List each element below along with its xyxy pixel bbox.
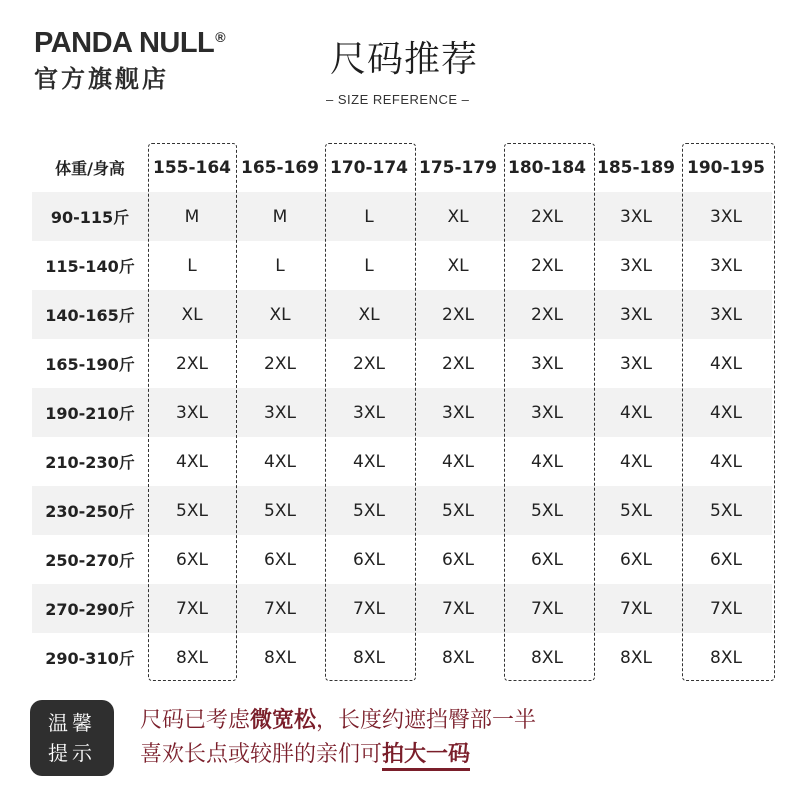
size-cell: XL [358, 304, 380, 325]
notice-line-1 [140, 704, 780, 738]
weight-label: 210-230斤 [45, 453, 135, 472]
page-title: 尺码推荐 [330, 39, 479, 80]
size-cell: 4XL [353, 451, 385, 472]
size-cell: 5XL [353, 500, 385, 521]
notice-badge [30, 700, 114, 776]
brand-name: PANDA NULL® [34, 27, 226, 59]
brand-subtitle: 官方旗舰店 [34, 65, 169, 93]
size-cell: 3XL [531, 402, 563, 423]
size-cell: 4XL [710, 353, 742, 374]
size-cell: 3XL [442, 402, 474, 423]
size-cell: XL [181, 304, 203, 325]
size-cell: 7XL [620, 598, 652, 619]
notice-line1-highlight: 微宽松 [250, 708, 317, 733]
table-row [32, 437, 772, 486]
size-cell: 4XL [176, 451, 208, 472]
table-row [32, 535, 772, 584]
size-cell: 6XL [353, 549, 385, 570]
size-cell: 5XL [710, 500, 742, 521]
size-cell: 8XL [353, 647, 385, 668]
size-cell: 7XL [710, 598, 742, 619]
size-cell: 3XL [710, 206, 742, 227]
size-cell: 3XL [620, 353, 652, 374]
notice-badge-line2: 提示 [48, 741, 96, 765]
table-row [32, 486, 772, 535]
height-header: 155-164 [152, 157, 232, 178]
size-cell: 8XL [264, 647, 296, 668]
size-cell: 3XL [620, 206, 652, 227]
weight-label: 90-115斤 [50, 208, 130, 227]
notice-line1-a: 尺码已考虑 [140, 708, 251, 733]
size-cell: 2XL [531, 304, 563, 325]
size-cell: 3XL [620, 255, 652, 276]
table-row [32, 339, 772, 388]
size-cell: 3XL [176, 402, 208, 423]
size-cell: 5XL [620, 500, 652, 521]
size-cell: 4XL [531, 451, 563, 472]
weight-label: 115-140斤 [45, 257, 135, 276]
size-cell: 2XL [442, 304, 474, 325]
table-row [32, 388, 772, 437]
size-cell: 7XL [264, 598, 296, 619]
size-cell: 3XL [710, 255, 742, 276]
size-cell: 2XL [531, 255, 563, 276]
size-cell: XL [447, 255, 469, 276]
weight-label: 165-190斤 [45, 355, 135, 374]
size-cell: 6XL [176, 549, 208, 570]
notice-badge-line1: 温馨 [48, 711, 96, 735]
size-cell: 4XL [264, 451, 296, 472]
height-header: 175-179 [418, 157, 498, 178]
height-header: 190-195 [686, 157, 766, 178]
size-cell: 7XL [531, 598, 563, 619]
size-cell: 3XL [710, 304, 742, 325]
height-header: 170-174 [329, 157, 409, 178]
weight-label: 190-210斤 [45, 404, 135, 423]
size-cell: 2XL [531, 206, 563, 227]
brand-logo [34, 26, 274, 94]
notice-line2-highlight: 拍大一码 [382, 742, 470, 771]
size-cell: 7XL [353, 598, 385, 619]
size-cell: L [364, 206, 374, 227]
weight-label: 140-165斤 [45, 306, 135, 325]
table-row [32, 192, 772, 241]
height-header: 180-184 [507, 157, 587, 178]
registered-mark: ® [215, 29, 226, 45]
size-cell: XL [447, 206, 469, 227]
size-cell: 8XL [442, 647, 474, 668]
size-cell: 2XL [353, 353, 385, 374]
size-cell: 4XL [620, 451, 652, 472]
size-cell: 3XL [264, 402, 296, 423]
size-cell: 4XL [710, 402, 742, 423]
size-cell: XL [269, 304, 291, 325]
size-cell: 5XL [176, 500, 208, 521]
size-cell: 4XL [442, 451, 474, 472]
table-corner-label: 体重/身高 [55, 159, 125, 178]
table-row [32, 633, 772, 682]
size-cell: L [275, 255, 285, 276]
size-cell: 4XL [620, 402, 652, 423]
table-row [32, 584, 772, 633]
size-cell: 7XL [176, 598, 208, 619]
size-cell: 6XL [442, 549, 474, 570]
size-cell: 8XL [620, 647, 652, 668]
size-cell: 4XL [710, 451, 742, 472]
weight-label: 230-250斤 [45, 502, 135, 521]
weight-label: 270-290斤 [45, 600, 135, 619]
size-cell: 2XL [264, 353, 296, 374]
table-row [32, 290, 772, 339]
size-cell: 3XL [353, 402, 385, 423]
size-cell: 6XL [620, 549, 652, 570]
size-cell: M [272, 206, 288, 227]
weight-label: 290-310斤 [45, 649, 135, 668]
height-header: 165-169 [240, 157, 320, 178]
size-cell: L [187, 255, 197, 276]
size-cell: M [184, 206, 200, 227]
size-cell: 2XL [176, 353, 208, 374]
page-subtitle: – SIZE REFERENCE – [326, 92, 470, 107]
size-cell: 5XL [264, 500, 296, 521]
height-header: 185-189 [596, 157, 676, 178]
notice-line1-c: ，长度约遮挡臀部一半 [316, 708, 537, 733]
size-cell: 6XL [710, 549, 742, 570]
size-cell: L [364, 255, 374, 276]
notice-text [140, 704, 780, 772]
size-cell: 8XL [710, 647, 742, 668]
size-cell: 7XL [442, 598, 474, 619]
size-cell: 8XL [531, 647, 563, 668]
weight-label: 250-270斤 [45, 551, 135, 570]
size-cell: 3XL [531, 353, 563, 374]
table-header-row [32, 143, 772, 192]
notice-line2-a: 喜欢长点或较胖的亲们可 [140, 742, 383, 767]
size-cell: 2XL [442, 353, 474, 374]
size-cell: 5XL [442, 500, 474, 521]
size-cell: 3XL [620, 304, 652, 325]
size-cell: 6XL [531, 549, 563, 570]
size-cell: 5XL [531, 500, 563, 521]
notice-line-2 [140, 738, 780, 772]
size-cell: 6XL [264, 549, 296, 570]
size-cell: 8XL [176, 647, 208, 668]
table-row [32, 241, 772, 290]
